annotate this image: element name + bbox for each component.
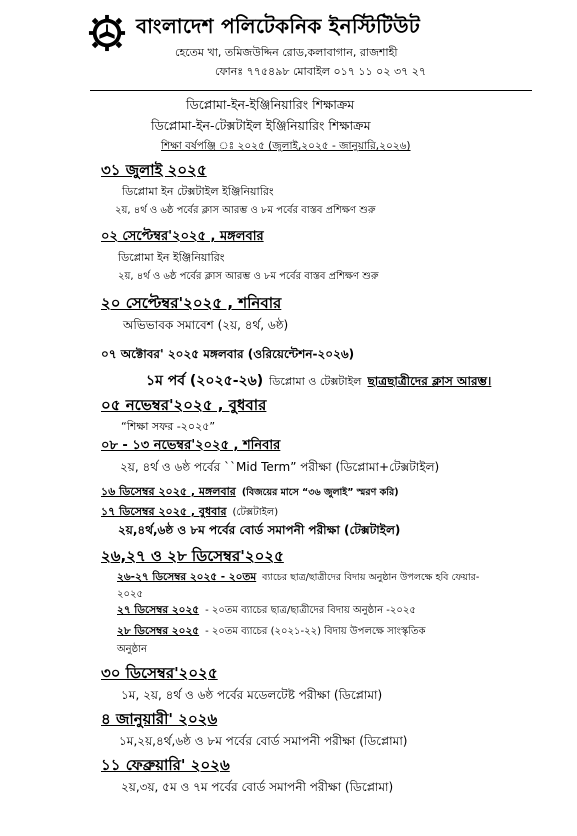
event-subdate: ২৬-২৭ ডিসেম্বর ২০২৫ - ২০তম [117,571,257,583]
event-text: ১ম, ২য়, ৪র্থ ও ৬ষ্ঠ পর্বের মডেলটেষ্ট পরীক্ষা (ডিপ্লোমা) [121,688,383,702]
event-date-heading: ৪ জানুয়ারী' ২০২৬ [101,710,218,728]
event-text: ডিপ্লোমা ও টেক্সটাইল [269,375,362,388]
institute-name: বাংলাদেশ পলিটেকনিক ইনস্টিটিউট [136,14,421,38]
event-text: ২য়,৪র্থ,৬ষ্ঠ ও ৮ম পর্বের বোর্ড সমাপনী পরীক্ষা (টেক্সটাইল) [118,523,401,537]
event-date-heading: ২৬,২৭ ও ২৮ ডিসেম্বর'২০২৫ [101,547,284,565]
event-date-heading: ০৫ নভেম্বর'২০২৫ , বুধবার [101,396,267,414]
event-date-heading: ০৮ - ১৩ নভেম্বর'২০২৫ , শনিবার [101,438,281,453]
event-cultural [117,624,426,641]
event-first-semester [146,369,491,393]
event-text: ছাত্রছাত্রীদের ক্লাস আরম্ভ। [367,374,492,388]
event-farewell [117,603,416,620]
event-text: ২য়, ৪র্থ ও ৬ষ্ঠ পর্বের ক্লাস আরম্ভ ও ৮ম পর্বের বাস্তব প্রশিক্ষণ শুরু [118,271,379,282]
event-text: - ২০তম ব্যাচের ছাত্র/ছাত্রীদের বিদায় অনুষ্ঠান -২০২৫ [205,605,416,616]
event-textile-board-exam [101,503,278,522]
event-text: ডিপ্লোমা ইন ইঞ্জিনিয়ারিং [118,251,225,264]
event-text: ২য়,৩য়, ৫ম ও ৭ম পর্বের বোর্ড সমাপনী পরীক্ষা (ডিপ্লোমা) [121,780,394,794]
event-date-heading: ০২ সেপ্টেম্বর'২০২৫ , মঙ্গলবার [101,229,264,244]
event-text: ব্যাচের ছাত্র/ছাত্রীদের বিদায় অনুষ্ঠান উপলক্ষে হবি ফেয়ার- [262,572,480,583]
event-date-heading: ৩১ জুলাই ২০২৫ [101,161,207,179]
event-text: ১ম পর্ব (২০২৫-২৬) [146,373,264,389]
event-date-heading: ১৭ ডিসেম্বর ২০২৫ , বুধবার [101,505,227,518]
program-title-engineering: ডিপ্লোমা-ইন-ইঞ্জিনিয়ারিং শিক্ষাক্রম [186,97,355,112]
event-date-heading: ১৬ ডিসেম্বর ২০২৫ , মঙ্গলবার [101,485,236,498]
event-text: - ২০তম ব্যাচের (২০২১-২২) বিদায় উপলক্ষে সাংস্কৃতিক [205,626,426,637]
header-divider [90,90,532,91]
event-text: ২য়, ৪র্থ ও ৬ষ্ঠ পর্বের ক্লাস আরম্ভ ও ৮ম পর্বের বাস্তব প্রশিক্ষণ শুরু [115,205,376,216]
event-text: ১ম,২য়,৪র্থ,৬ষ্ঠ ও ৮ম পর্বের বোর্ড সমাপনী পরীক্ষা (ডিপ্লোমা) [119,734,408,748]
event-text: অভিভাবক সমাবেশ (২য়, ৪র্থ, ৬ষ্ঠ) [123,318,289,332]
program-title-textile: ডিপ্লোমা-ইন-টেক্সটাইল ইঞ্জিনিয়ারিং শিক্ষাক্রম [151,118,371,133]
event-text: ২য়, ৪র্থ ও ৬ষ্ঠ পর্বের ``Mid Term” পরীক্ষা (ডিপ্লোমা+টেক্সটাইল) [120,460,440,474]
event-victory-day [101,483,399,502]
event-text: ডিপ্লোমা ইন টেক্সটাইল ইঞ্জিনিয়ারিং [122,185,274,198]
event-date-heading: ১১ ফেব্রুয়ারি' ২০২৬ [101,756,230,774]
event-date-heading: ০৭ অক্টোবর' ২০২৫ মঙ্গলবার (ওরিয়েন্টেশন-২০২৬) [101,347,355,361]
event-note: (বিজয়ের মাসে “৩৬ জুলাই” স্মরণ করি) [241,487,399,498]
event-subdate: ২৭ ডিসেম্বর ২০২৫ [117,604,200,616]
institute-address: হেতেম খা, তমিজউদ্দিন রোড,কলাবাগান, রাজশাহী [175,46,398,59]
event-subdate: ২৮ ডিসেম্বর ২০২৫ [117,625,200,637]
event-hobby-fair [117,570,479,587]
event-date-heading: ৩০ ডিসেম্বর'২০২৫ [101,664,218,682]
event-text: অনুষ্ঠান [117,644,148,655]
session-title: শিক্ষা বর্ষপঞ্জি ঃ ২০২৫ (জুলাই,২০২৫ - জানুয়ারি,২০২৬) [161,140,411,152]
event-text: “শিক্ষা সফর -২০২৫” [121,420,216,433]
institute-logo-icon [88,14,126,52]
institute-phone: ফোনঃ ৭৭৫৪৯৮ মোবাইল ০১৭ ১১ ০২ ৩৭ ২৭ [215,65,427,78]
event-date-heading: ২০ সেপ্টেম্বর'২০২৫ , শনিবার [101,294,282,312]
event-note: (টেক্সটাইল) [232,507,279,518]
event-text: ২০২৫ [117,589,143,600]
